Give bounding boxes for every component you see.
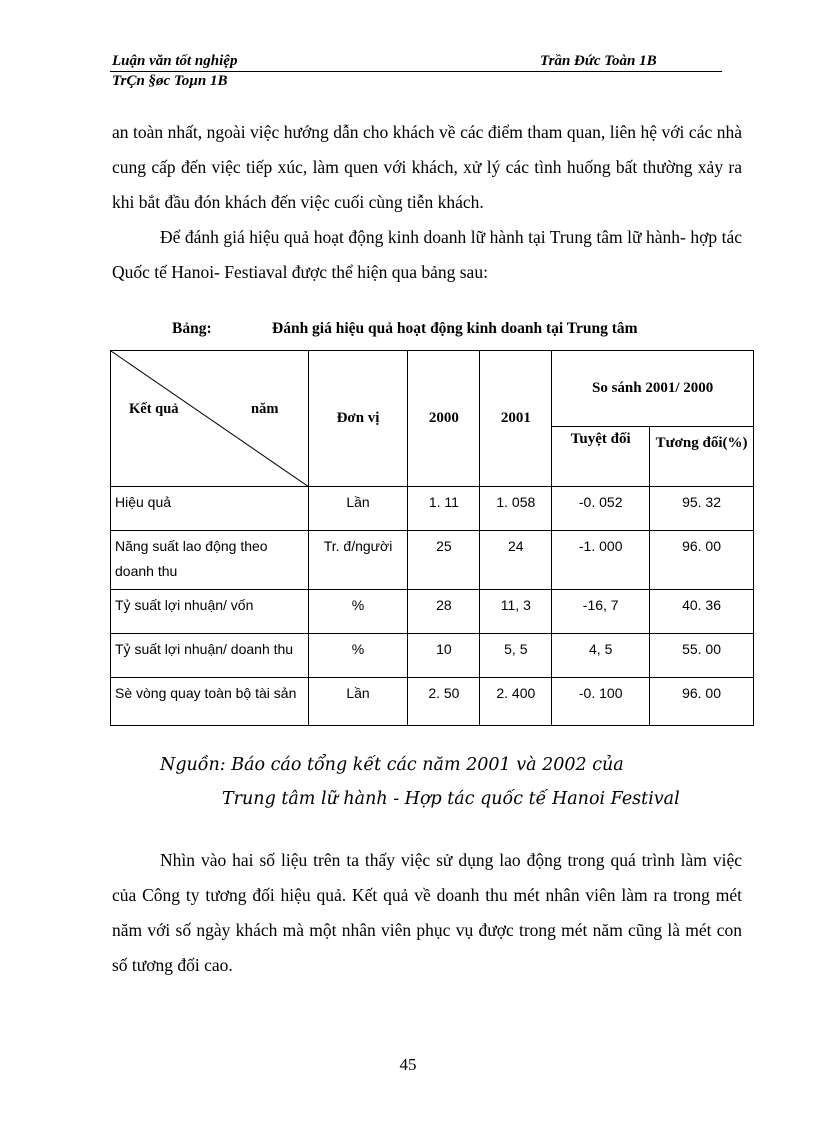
diagonal-line (111, 351, 309, 487)
row-2000: 25 (408, 531, 480, 590)
row-label: Tỷ suất lợi nhuận/ vốn (111, 590, 309, 634)
paragraph-2: Để đánh giá hiệu quả hoạt động kinh doanh lữ hành tại Trung tâm lữ hành- hợp tác Quốc tế Hanoi- Festiaval được thể hiện qua bảng sau: (112, 227, 742, 282)
table-row (111, 590, 754, 634)
row-2001: 11, 3 (480, 590, 552, 634)
row-abs: -0. 100 (552, 678, 650, 726)
row-label: Hiệu quả (111, 487, 309, 531)
table-row (111, 678, 754, 726)
header-nam: năm (251, 401, 279, 417)
row-2001: 1. 058 (480, 487, 552, 531)
row-unit: % (308, 634, 408, 678)
row-label: Sè vòng quay toàn bộ tài sản (111, 678, 309, 726)
row-abs: 4, 5 (552, 634, 650, 678)
table-row (111, 487, 754, 531)
header-left: Luận văn tốt nghiệp (112, 53, 238, 69)
header-tuongdoi: Tương đối(%) (650, 427, 754, 487)
header-2000: 2000 (408, 351, 480, 487)
row-2001: 5, 5 (480, 634, 552, 678)
source-line-2: Trung tâm lữ hành - Hợp tác quốc tế Hanoi Festival (222, 789, 680, 809)
row-unit: Tr. đ/người (308, 531, 408, 590)
row-2000: 1. 11 (408, 487, 480, 531)
paragraph-3: Nhìn vào hai số liệu trên ta thấy việc sử dụng lao động trong quá trình làm việc của Công ty tương đối hiệu quả. Kết quả về doanh thu mét nhân viên làm ra trong mét năm với số ngày khách mà một nhân viên phục vụ được trong mét năm cũng là mét con số tương đối cao. (112, 850, 742, 975)
row-rel: 96. 00 (650, 531, 754, 590)
paragraph-1: an toàn nhất, ngoài việc hướng dẫn cho khách về các điểm tham quan, liên hệ với các nhà cung cấp đến việc tiếp xúc, làm quen với khách, xử lý các tình huống bất thường xảy ra khi bắt đầu đón khách đến việc cuối cùng tiễn khách. (112, 122, 742, 212)
diagonal-header-cell (111, 351, 309, 487)
row-unit: % (308, 590, 408, 634)
header-donvi: Đơn vị (308, 351, 408, 487)
header-2001: 2001 (480, 351, 552, 487)
results-table (110, 350, 754, 726)
row-label: Tỷ suất lợi nhuận/ doanh thu (111, 634, 309, 678)
header-sub: TrÇn §øc Toµn 1B (112, 73, 228, 89)
row-abs: -16, 7 (552, 590, 650, 634)
source-line-1: Nguồn: Báo cáo tổng kết các năm 2001 và 2002 của (160, 755, 624, 775)
row-2001: 24 (480, 531, 552, 590)
table-caption-label: Bảng: (172, 320, 212, 337)
row-2000: 28 (408, 590, 480, 634)
row-2001: 2. 400 (480, 678, 552, 726)
header-right: Trần Đức Toàn 1B (540, 53, 657, 69)
header-divider (110, 71, 722, 72)
row-rel: 96. 00 (650, 678, 754, 726)
row-abs: -0. 052 (552, 487, 650, 531)
row-rel: 55. 00 (650, 634, 754, 678)
row-rel: 40. 36 (650, 590, 754, 634)
header-sosanh: So sánh 2001/ 2000 (552, 351, 754, 427)
row-2000: 10 (408, 634, 480, 678)
row-abs: -1. 000 (552, 531, 650, 590)
table-row (111, 531, 754, 590)
row-label: Năng suất lao động theo doanh thu (111, 531, 309, 590)
header-ketqua: Kết quả (129, 401, 179, 417)
page-number: 45 (399, 1055, 417, 1074)
row-unit: Lần (308, 678, 408, 726)
row-unit: Lần (308, 487, 408, 531)
table-row (111, 634, 754, 678)
header-tuyetdoi: Tuyệt đối (552, 427, 650, 487)
table-caption-title: Đánh giá hiệu quả hoạt động kinh doanh tại Trung tâm (272, 320, 638, 337)
row-rel: 95. 32 (650, 487, 754, 531)
row-2000: 2. 50 (408, 678, 480, 726)
